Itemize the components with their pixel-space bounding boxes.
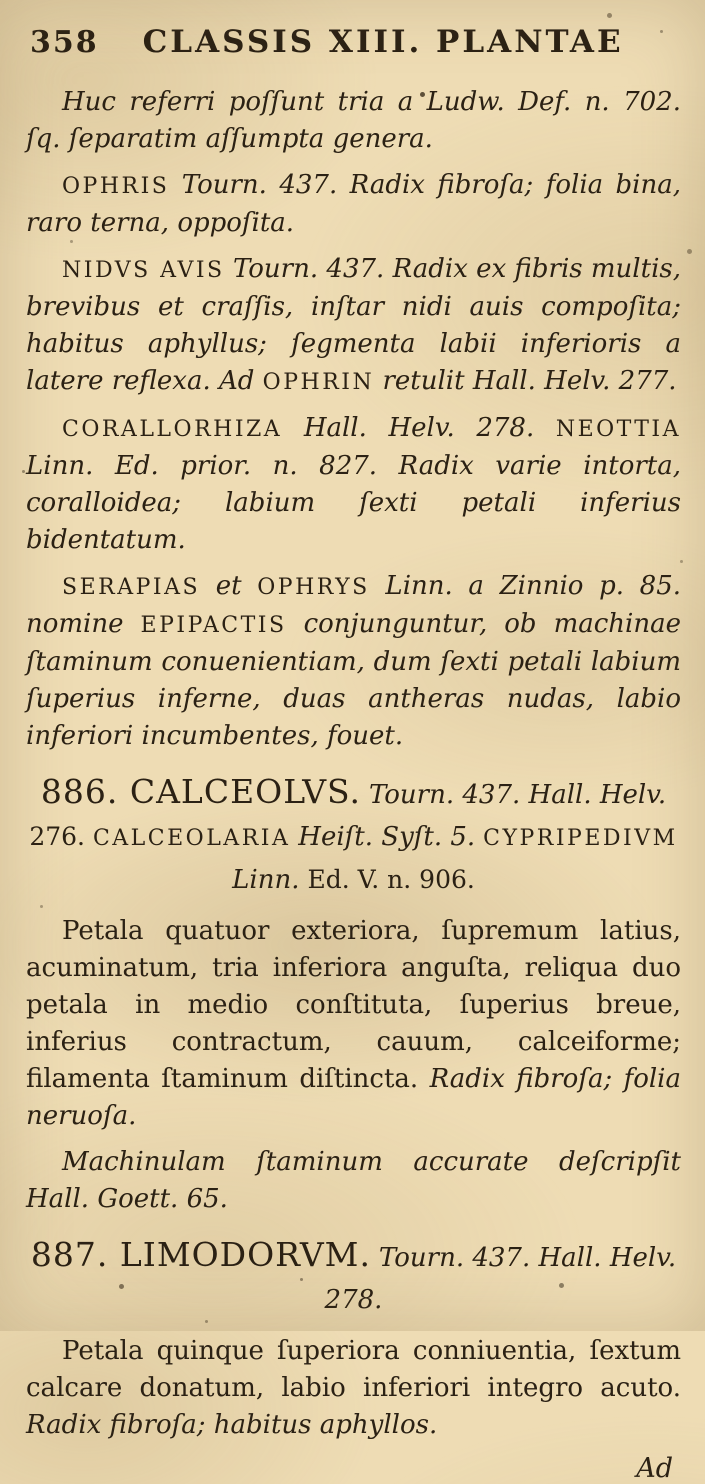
genus-name-ophrys: OPHRYS	[257, 575, 370, 600]
nidus-avis-ad: Ad	[218, 366, 255, 396]
entry-887-description	[26, 1333, 681, 1444]
genus-name-serapias: SERAPIAS	[62, 575, 201, 600]
entry-886-description-italic: Radix fibroſa; folia neruoſa.	[26, 1064, 682, 1131]
entry-886-description-roman: Petala quatuor exteriora, ſupremum latius, acuminatum, tria inferiora anguſta, reliqua duo petala in medio conſtituta, ſuperius breue, inferius contractum, cauum, calceiforme; filamenta ſtaminum diſtincta.	[26, 916, 681, 1094]
entry-887-description-italic: Radix fibroſa; habitus aphyllos.	[26, 1410, 438, 1440]
entry-886-number-name: 886. CALCEOLVS.	[40, 772, 361, 811]
synonym-calceolaria-ref: Heiſt. Syſt. 5.	[298, 822, 476, 852]
nidus-avis-description: Tourn. 437. Radix ex fibris multis, brevibus et craſſis, inſtar nidi auis compoſita; habitus aphyllus; ſegmenta labii inferioris a latere reflexa.	[26, 254, 681, 396]
entry-886-references: Tourn. 437. Hall. Helv.	[368, 780, 667, 810]
entry-heading-887	[26, 1234, 681, 1321]
paragraph-ophris	[26, 167, 681, 242]
entry-887-references: Tourn. 437. Hall. Helv. 278.	[324, 1243, 677, 1315]
entry-886-note	[26, 1144, 681, 1218]
entry-886-note-text: Machinulam ſtaminum accurate deſcripſit Hall. Goett. 65.	[26, 1147, 681, 1214]
synonym-cypripedium-author: Linn.	[232, 865, 300, 895]
page-number: 358	[30, 25, 99, 60]
paragraph-nidus-avis	[26, 251, 681, 401]
paragraph-corallorhiza	[26, 410, 681, 559]
genus-name-nidus-avis: NIDVS AVIS	[62, 258, 225, 283]
entry-886-ref-number: 276.	[29, 822, 85, 851]
corallorhiza-reference: Hall. Helv. 278.	[303, 413, 535, 443]
serapias-conjunction: et	[215, 571, 242, 601]
intro-text: Huc referri poſſunt tria a Ludw. Def. n. 702. ſq. ſeparatim aſſumpta genera.	[26, 87, 681, 154]
genus-name-epipactis: EPIPACTIS	[140, 613, 287, 638]
synonym-cypripedium: CYPRIPEDIVM	[483, 826, 678, 851]
running-title: CLASSIS XIII. PLANTAE	[142, 24, 624, 60]
synonym-cypripedium-edition: Ed. V. n. 906.	[307, 865, 475, 894]
running-header	[30, 24, 681, 60]
corallorhiza-description: Linn. Ed. prior. n. 827. Radix varie intorta, coralloidea; labium ſexti petali inferius bidentatum.	[26, 451, 681, 555]
paragraph-serapias	[26, 568, 681, 755]
serapias-description: conjunguntur, ob machinae ſtaminum conuenientiam, dum ſexti petali labium ſuperius inferne, duas antheras nudas, labio inferiori incumbentes, fouet.	[26, 609, 681, 751]
entry-heading-886	[26, 771, 681, 901]
serapias-middle: Linn. a Zinnio p. 85. nomine	[26, 571, 682, 639]
nidus-avis-reference: retulit Hall. Helv. 277.	[382, 366, 677, 396]
genus-name-corallorhiza: CORALLORHIZA	[62, 417, 283, 442]
ophris-description: Tourn. 437. Radix fibroſa; folia bina, raro terna, oppoſita.	[26, 170, 682, 238]
genus-name-ophrin: OPHRIN	[262, 370, 375, 395]
synonym-calceolaria: CALCEOLARIA	[92, 826, 291, 851]
intro-paragraph	[26, 84, 681, 158]
entry-887-number-name: 887. LIMODORVM.	[30, 1235, 371, 1274]
genus-name-neottia: NEOTTIA	[555, 417, 682, 442]
entry-887-description-roman: Petala quinque ſuperiora conniuentia, ſextum calcare donatum, labio inferiori integro acuto.	[26, 1336, 681, 1403]
ink-specks	[0, 0, 3, 3]
genus-name-ophris: OPHRIS	[62, 174, 170, 199]
entry-886-description	[26, 913, 681, 1135]
catchword: Ad	[636, 1453, 673, 1484]
